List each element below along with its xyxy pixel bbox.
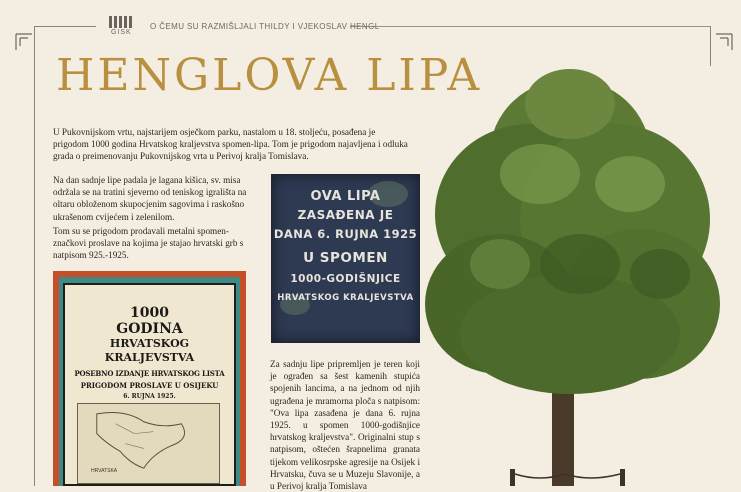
poster-line-3: HRVATSKOG [109,337,190,350]
intro-paragraph: U Pukovnijskom vrtu, najstarijem osječkom parku, nastalom u 18. stoljeću, posađena je prigodom 1000 godina Hrvatskog kraljevstva spomen-lipa. Tom je prigodom najavljena i odluka grada o preimenovanju Pukovnijskog vrta u Perivoj kralja Tomislava. [53,127,408,162]
plaque-line-2: ZASAĐENA JE [297,208,394,222]
linden-tree-image [420,64,730,486]
corner-ornament-top-right [712,32,734,54]
poster-line-6: PRIGODOM PROSLAVE U OSIJEKU [80,381,219,390]
page-title: HENGLOVA LIPA [56,50,483,101]
header-subtitle: O ČEMU SU RAZMIŠLJALI THILDY I VJEKOSLAV HENGL [150,22,380,31]
plaque-paragraph: Za sadnju lipe pripremljen je teren koji je ograđen sa šest kamenih stupića spojenih lancima, a na jednom od njih ugrađena je mramorna ploča s natpisom: "Ova lipa zasađena je dana 6. rujna 1925. u spomen 1000-godišnjice hrvatskog kraljevstva". Originalni stup s natpisom, oštećen šrapnelima granata tijekom velikosrpske agresije na Osijek i Hrvatsku, čuva se u Muzeju Slavonije, a u Perivoj kralja Tomislava [270,359,420,492]
plaque-line-3: DANA 6. RUJNA 1925 [273,227,418,241]
plaque-line-4: U SPOMEN [303,250,388,266]
plaque-line-6: HRVATSKOG KRALJEVSTVA [277,293,414,303]
corner-ornament-top-left [14,32,36,54]
gisk-logo [103,16,143,38]
planting-day-paragraph: Na dan sadnje lipe padala je lagana kišica, sv. misa održala se na tratini sjeverno od teniskog igrališta na oltaru obloženom skupocjenim sagovima i raskošno ukrašenom cvijećem i zelenilom. [53,175,247,222]
poster-line-4: KRALJEVSTVA [104,351,195,364]
poster-line-1: 1000 [130,305,169,321]
logo-text: GISK [111,29,132,36]
plaque-line-1: OVA LIPA [310,189,381,204]
badges-paragraph: Tom su se prigodom prodavali metalni spomen-značkovi proslave na kojima je stajao hrvatski grb s natpisom 925.-1925. [53,226,244,261]
commemorative-poster-image [53,271,246,486]
memorial-plaque-photo [271,174,420,343]
poster-map-note: HRVATSKA [91,468,118,474]
frame-left-line [34,26,35,486]
frame-top-right-line [350,26,710,27]
poster-line-2: GODINA [116,321,183,337]
poster-line-7: 6. RUJNA 1925. [123,393,176,400]
frame-top-left-line [34,26,96,27]
frame-right-line [710,26,711,66]
poster-line-5: POSEBNO IZDANJE HRVATSKOG LISTA [74,369,225,378]
plaque-line-5: 1000-GODIŠNJICE [290,273,401,285]
